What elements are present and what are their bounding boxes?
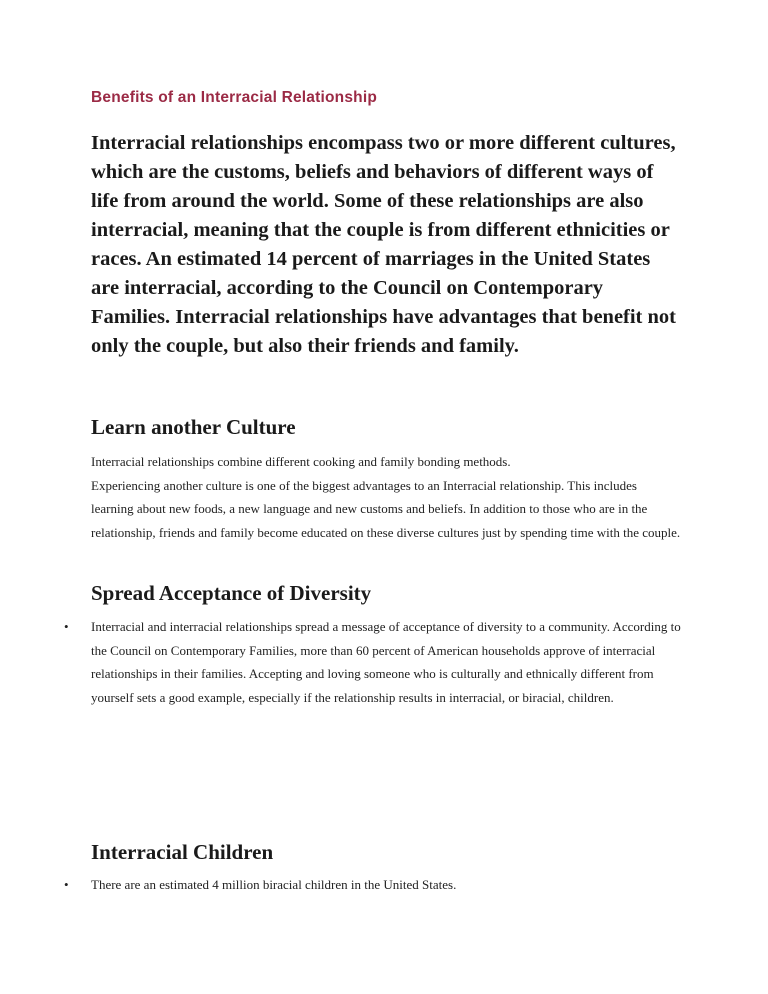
paragraph: Interracial and interracial relationships spread a message of acceptance of diversity to a community. According to the Council on Contemporary Families, more than 60 percent of American households approve of interracial relationships in their families. Accepting and loving someone who is culturally and ethnically different from yourself sets a good example, especially if the relationship results in interracial, or biracial, children. — [91, 619, 681, 705]
bullet-icon: • — [64, 619, 69, 634]
section-heading-learn-culture: Learn another Culture — [91, 415, 296, 439]
paragraph: There are an estimated 4 million biracial children in the United States. — [91, 877, 457, 892]
paragraph: Interracial relationships combine different cooking and family bonding methods. — [91, 454, 511, 469]
section-body-spread-acceptance — [91, 615, 681, 709]
paragraph: Experiencing another culture is one of the biggest advantages to an Interracial relationship. This includes learning about new foods, a new language and new customs and beliefs. In addition to those who are in the relationship, friends and family become educated on these diverse cultures just by spending time with the couple. — [91, 477, 681, 540]
bullet-icon: • — [64, 877, 69, 892]
section-heading-interracial-children: Interracial Children — [91, 840, 274, 864]
section-heading-spread-acceptance: Spread Acceptance of Diversity — [91, 581, 372, 605]
section-body-learn-culture — [91, 450, 681, 544]
intro-paragraph: Interracial relationships encompass two or more different cultures, which are the customs, beliefs and behaviors of different ways of life from around the world. Some of these relationships are also interracial, meaning that the couple is from different ethnicities or races. An estimated 14 percent of marriages in the United States are interracial, according to the Council on Contemporary Families. Interracial relationships have advantages that benefit not only the couple, but also their friends and family. — [91, 132, 676, 357]
section-body-interracial-children — [91, 873, 681, 897]
page-title: Benefits of an Interracial Relationship — [91, 89, 377, 106]
